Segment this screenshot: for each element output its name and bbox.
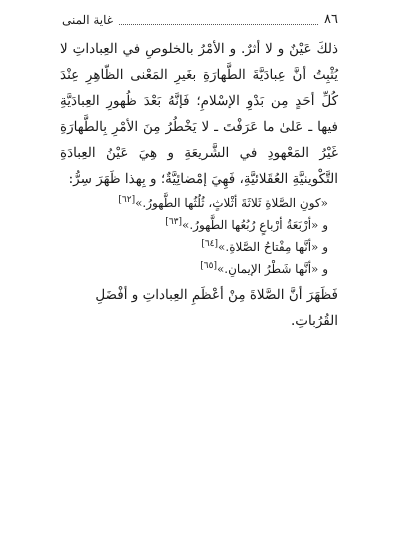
running-title: غاية المنى: [62, 13, 114, 27]
quote-list: [60, 192, 338, 280]
footnote-ref: [٦٤]: [201, 239, 219, 249]
quote-item: [60, 214, 338, 236]
quote-item: [60, 192, 338, 214]
header-dotted-rule: [119, 24, 318, 25]
quote-text: و «أنَّها مِفْتاحُ الصَّلاةِ.»: [218, 240, 328, 254]
quote-text: و «أرْبَعَةُ أرْباعٍ رُبُعُها الطَّهورُ.»: [182, 218, 328, 232]
page-number: ٨٦: [324, 12, 338, 27]
page-header: [62, 10, 338, 30]
footnote-ref: [٦٢]: [118, 195, 136, 205]
page-body: [60, 36, 338, 334]
main-paragraph: ذلكَ عَيْنٌ و لا أثرٌ. و الأمْرُ بالخلوصِ في العِباداتِ لا يُثْبِتُ أنَّ عِبادَيَّةَ الطَّهارَةِ بغَيرِ المَعْنى الظّاهِرِ عِنْدَ كُلِّ أحَدٍ مِن بَدْوِ الإسْلامِ؛ فَإنَّهُ بَعْدَ ظُهورِ العِبادَيَّةِ فيها ـ عَلىٰ ما عَرَفْتَ ـ لا يَخْطُرُ مِنَ الأمْرِ بِالطَّهارَةِ غَيْرُ المَعْهودِ في الشَّريعَةِ و هِيَ عَيْنُ العِبادَةِ التَّكْوينيَّةِ العُقَلائيَّةِ، فَهِيَ إمْضائِيَّةٌ؛ و بِهذا ظَهَرَ سِرُّ:: [60, 41, 338, 187]
quote-item: [60, 258, 338, 280]
footnote-ref: [٦٥]: [200, 261, 217, 271]
quote-text: «كونِ الصَّلاةِ ثَلاثَةَ أثْلاثٍ، ثُلُثُها الطَّهورُ.»: [135, 196, 328, 210]
conclusion-paragraph: فَظَهَرَ أنَّ الصَّلاةَ مِنْ أعْظَمِ العِباداتِ و أفْضَلِ القُرُباتِ.: [95, 287, 338, 329]
footnote-ref: [٦٣]: [165, 217, 182, 227]
quote-item: [60, 236, 338, 258]
quote-text: و «أنَّها شَطْرُ الإيمانِ.»: [216, 262, 328, 276]
